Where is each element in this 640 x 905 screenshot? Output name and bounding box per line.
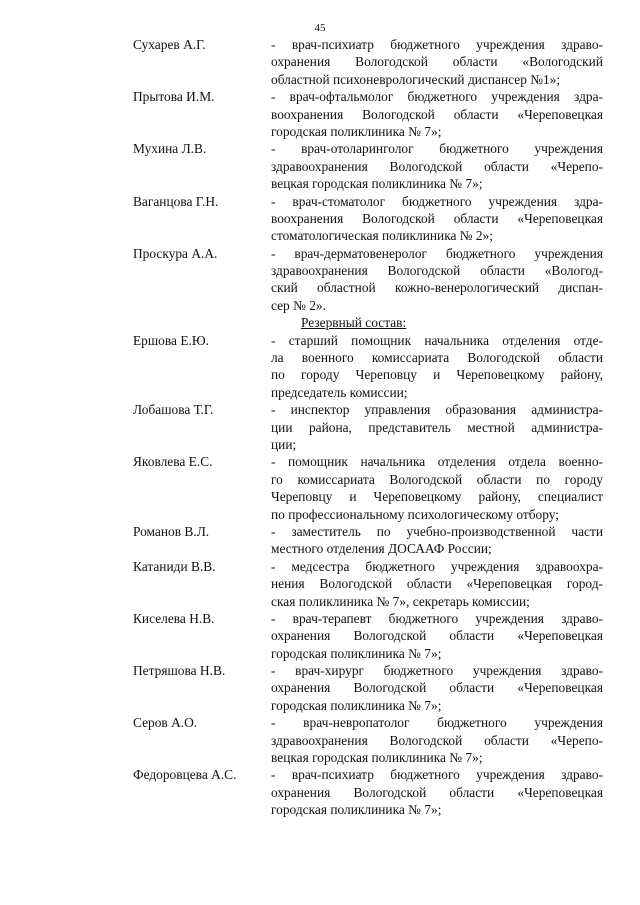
- position-line: городская поликлиника № 7»;: [271, 123, 442, 139]
- position-line: нения Вологодской области «Череповецкая город-: [271, 576, 603, 592]
- member-position: [271, 36, 603, 88]
- member-name: Петряшова Н.В.: [133, 663, 226, 679]
- member-name: Катаниди В.В.: [133, 558, 216, 574]
- member-entry: [133, 558, 603, 610]
- position-line: ла военного комиссариата Вологодской области: [271, 350, 603, 366]
- position-line: охранения Вологодской области «Череповецкая: [271, 628, 603, 644]
- member-position: [271, 610, 603, 662]
- member-entry: [133, 140, 603, 192]
- member-position: [271, 714, 603, 766]
- position-line: здравоохранения Вологодской области «Черепо-: [271, 158, 603, 174]
- position-line: - инспектор управления образования администра-: [271, 402, 603, 418]
- member-position: [271, 193, 603, 245]
- member-name: Яковлева Е.С.: [133, 454, 213, 470]
- member-name: Федоровцева А.С.: [133, 767, 237, 783]
- position-line: - врач-психиатр бюджетного учреждения здраво-: [271, 767, 603, 783]
- position-line: - врач-невропатолог бюджетного учреждения: [271, 715, 603, 731]
- position-line: го комиссариата Вологодской области по городу: [271, 471, 603, 487]
- reserve-title-text: Резервный состав:: [301, 315, 407, 331]
- member-position: [271, 523, 603, 558]
- reserve-section-title: [133, 314, 603, 331]
- position-line: местного отделения ДОСААФ России;: [271, 541, 492, 557]
- member-entry: [133, 714, 603, 766]
- member-entry: [133, 662, 603, 714]
- position-line: здравоохранения Вологодской области «Черепо-: [271, 732, 603, 748]
- position-line: городская поликлиника № 7»;: [271, 802, 442, 818]
- member-position: [271, 453, 603, 523]
- member-entry: [133, 453, 603, 523]
- position-line: воохранения Вологодской области «Череповецкая: [271, 210, 603, 226]
- position-line: Череповцу и Череповецкому району, специалист: [271, 489, 603, 505]
- position-line: - врач-психиатр бюджетного учреждения здраво-: [271, 37, 603, 52]
- position-line: сер № 2».: [271, 297, 326, 313]
- position-line: ции района, представитель местной администра-: [271, 419, 603, 435]
- member-name: Проскура А.А.: [133, 245, 218, 261]
- position-line: областной психоневрологический диспансер №1»;: [271, 71, 561, 87]
- position-line: - врач-отоларинголог бюджетного учреждения: [271, 141, 603, 157]
- position-line: стоматологическая поликлиника № 2»;: [271, 228, 494, 244]
- member-position: [271, 662, 603, 714]
- position-line: - врач-офтальмолог бюджетного учреждения здра-: [271, 89, 603, 105]
- member-entry: [133, 523, 603, 558]
- member-entry: [133, 332, 603, 402]
- page-number: 45: [314, 22, 326, 34]
- position-line: - старший помощник начальника отделения отде-: [271, 332, 603, 348]
- position-line: председатель комиссии;: [271, 384, 408, 400]
- position-line: вецкая городская поликлиника № 7»;: [271, 750, 483, 766]
- member-entry: [133, 88, 603, 140]
- member-position: [271, 332, 603, 402]
- member-position: [271, 140, 603, 192]
- member-entry: [133, 401, 603, 453]
- position-line: здравоохранения Вологодской области «Вологод-: [271, 263, 603, 279]
- reserve-members-list: [133, 332, 603, 819]
- member-entry: [133, 245, 603, 315]
- member-name: Романов В.Л.: [133, 523, 210, 539]
- position-line: - медсестра бюджетного учреждения здравоохра-: [271, 558, 603, 574]
- member-position: [271, 766, 603, 818]
- member-entry: [133, 766, 603, 818]
- member-name: Киселева Н.В.: [133, 610, 215, 626]
- position-line: ская поликлиника № 7», секретарь комиссии;: [271, 593, 530, 609]
- member-name: Лобашова Т.Г.: [133, 402, 214, 418]
- member-position: [271, 245, 603, 315]
- member-name: Прытова И.М.: [133, 89, 215, 105]
- member-name: Ваганцова Г.Н.: [133, 193, 219, 209]
- commission-list: [133, 36, 603, 819]
- main-members-list: [133, 36, 603, 314]
- position-line: - врач-хирург бюджетного учреждения здраво-: [271, 663, 603, 679]
- position-line: городская поликлиника № 7»;: [271, 697, 442, 713]
- position-line: вецкая городская поликлиника № 7»;: [271, 176, 483, 192]
- position-line: воохранения Вологодской области «Череповецкая: [271, 106, 603, 122]
- position-line: по городу Череповцу и Череповецкому району,: [271, 367, 603, 383]
- member-name: Сухарев А.Г.: [133, 37, 206, 52]
- member-position: [271, 558, 603, 610]
- position-line: ции;: [271, 436, 297, 452]
- member-name: Ершова Е.Ю.: [133, 332, 209, 348]
- position-line: - врач-стоматолог бюджетного учреждения здра-: [271, 193, 603, 209]
- position-line: - врач-терапевт бюджетного учреждения здраво-: [271, 610, 603, 626]
- member-entry: [133, 610, 603, 662]
- position-line: охранения Вологодской области «Череповецкая: [271, 680, 603, 696]
- member-entry: [133, 36, 603, 88]
- member-name: Серов А.О.: [133, 715, 198, 731]
- position-line: - врач-дерматовенеролог бюджетного учреждения: [271, 245, 603, 261]
- position-line: охранения Вологодской области «Череповецкая: [271, 784, 603, 800]
- position-line: - помощник начальника отделения отдела военно-: [271, 454, 603, 470]
- position-line: ский областной кожно-венерологический диспан-: [271, 280, 603, 296]
- member-name: Мухина Л.В.: [133, 141, 207, 157]
- position-line: городская поликлиника № 7»;: [271, 645, 442, 661]
- position-line: - заместитель по учебно-производственной части: [271, 523, 603, 539]
- position-line: охранения Вологодской области «Вологодский: [271, 54, 603, 70]
- member-position: [271, 401, 603, 453]
- member-entry: [133, 193, 603, 245]
- position-line: по профессиональному психологическому отбору;: [271, 506, 559, 522]
- member-position: [271, 88, 603, 140]
